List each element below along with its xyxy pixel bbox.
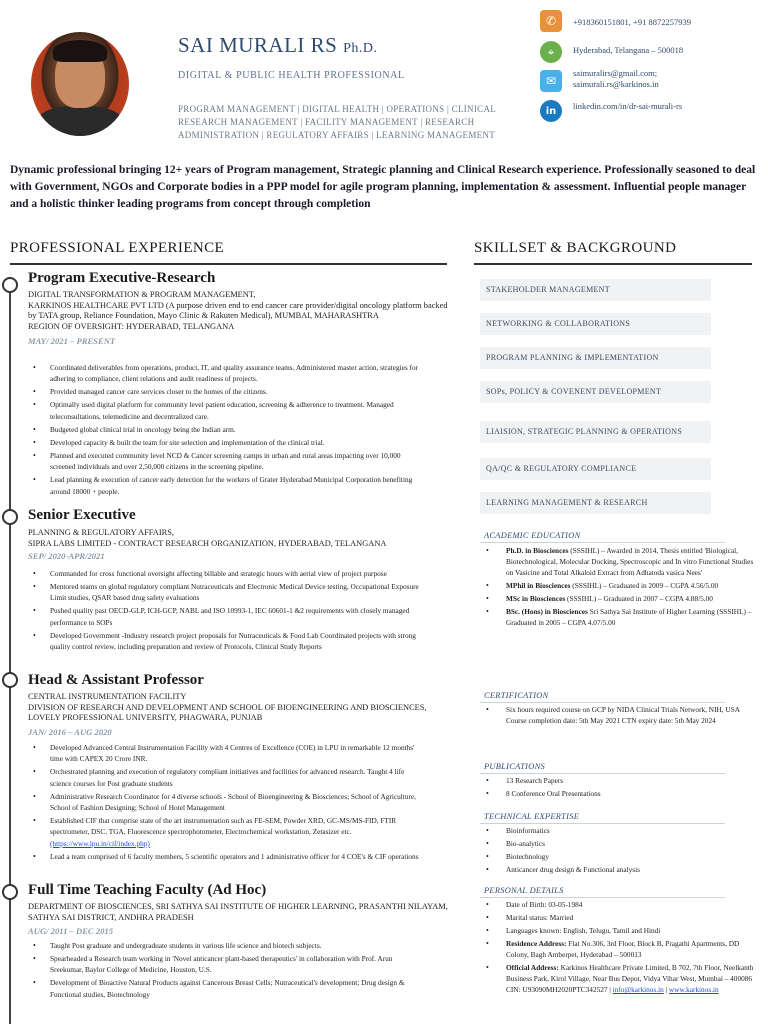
list-item: • Six hours required course on GCP by NIDA Clinical Trials Network, NIH, USA Course completion date: 5th May 2021 CTN expiry date: 5th May 2024 — [484, 704, 759, 726]
skills-divider — [474, 263, 752, 265]
linkedin-icon: in — [540, 100, 562, 122]
list-item: • Mentored teams on global regulatory compliant Nutraceuticals and Electronic Medical Device testing, Occupational Exposure Limit studies, QSAR based drug safety evaluations — [28, 581, 423, 604]
list-item: • Taught Post graduate and undergraduate students in various life science and biotech subjects. — [28, 940, 423, 951]
skill-item: LIAISION, STRATEGIC PLANNING & OPERATIONS — [480, 421, 717, 443]
list-item: • Developed Government -Industry research project proposals for Nutraceuticals & Food Lab Coordinated projects with strong quality control review, including preparation and review of Protocols, Clinical Study Reports — [28, 630, 423, 653]
list-item: • Development of Bioactive Natural Products against Cancerous Breast Cells; Nutraceutical's development; Drug design & Functional studies, Biotechnology — [28, 977, 423, 1000]
list-item: • Marital status: Married — [484, 912, 759, 923]
skill-item: SOPs, POLICY & COVENENT DEVELOPMENT — [480, 381, 717, 403]
list-item: • Developed capacity & built the team for site selection and implementation of the clinical trial. — [28, 437, 423, 448]
list-item: • Developed Advanced Central Instrumentation Facility with 4 Centres of Excellence (COE) in LPU in remarkable 12 months' time with CAPEX 20 Crore INR. — [28, 742, 423, 765]
list-item: • Provided managed cancer care services closer to the homes of the citizens. — [28, 386, 423, 397]
timeline-dot — [2, 277, 18, 293]
publications-list — [484, 775, 759, 801]
website-link[interactable]: www.karkinos.in — [668, 985, 719, 994]
list-item: • Administrative Research Coordinator for 4 diverse schools - School of Bioengineering & Biosciences; School of Agriculture, School of Fashion Designing; School of Hotel Management — [28, 791, 423, 814]
section-divider — [480, 702, 725, 703]
list-item: • Commanded for cross functional oversight affecting billable and strategic hours with aerial view of project purpose — [28, 568, 423, 579]
role-title: DIGITAL & PUBLIC HEALTH PROFESSIONAL — [178, 70, 405, 81]
list-item: • Anticancer drug design & Functional analysis — [484, 864, 759, 875]
map-pin-icon: ⌖ — [540, 41, 562, 63]
job-organization: PLANNING & REGULATORY AFFAIRS, SIPRA LABS LIMITED - CONTRACT RESEARCH ORGANIZATION, HYDERABAD, TELANGANA — [28, 528, 387, 548]
list-item: • MPhil in Biosciences (SSSIHL) – Graduated in 2009 – CGPA 4.56/5.00 — [484, 580, 759, 591]
skill-item: STAKEHOLDER MANAGEMENT — [480, 279, 717, 301]
section-divider — [480, 773, 725, 774]
list-item: • Pushed quality past OECD-GLP, ICH-GCP, NABL and ISO 10993-1, IEC 60601-1 &2 requirements with closely managed performance to SOPs — [28, 605, 423, 628]
skill-item: QA/QC & REGULATORY COMPLIANCE — [480, 458, 717, 480]
education-heading: ACADEMIC EDUCATION — [484, 531, 581, 540]
skill-item: NETWORKING & COLLABORATIONS — [480, 313, 717, 335]
job-bullets — [28, 568, 423, 654]
job-dates: JAN/ 2016 – AUG 2020 — [28, 727, 112, 737]
job-dates: MAY/ 2021 – PRESENT — [28, 336, 116, 346]
degree: Ph.D. — [343, 41, 378, 56]
list-item: • Coordinated deliverables from operations, product, IT, and quality assurance teams. Administered master action, strategies for adhering to compliance, client relations and audit readiness of projects. — [28, 362, 423, 385]
section-divider — [480, 897, 725, 898]
candidate-name: SAI MURALI RS Ph.D. — [178, 33, 378, 57]
cif-link[interactable]: (https://www.lpu.in/cif/index.php) — [50, 838, 150, 848]
timeline-dot — [2, 672, 18, 688]
email-secondary[interactable]: saimurali.rs@karkinos.in — [573, 79, 659, 89]
list-item: • Biotechnology — [484, 851, 759, 862]
list-item: • Orchestrated planning and execution of regulatory compliant initiatives and facilities for advanced research. Taught 4 life science courses for Post graduate students — [28, 766, 423, 789]
certification-list — [484, 704, 759, 728]
publications-heading: PUBLICATIONS — [484, 762, 545, 771]
list-item: • 13 Research Papers — [484, 775, 759, 786]
timeline-dot — [2, 884, 18, 900]
email-text — [573, 68, 753, 90]
phone-text: +918360151801, +91 8872257939 — [573, 17, 691, 27]
job-dates: AUG/ 2011 – DEC 2015 — [28, 926, 113, 936]
list-item: • 8 Conference Oral Presentations — [484, 788, 759, 799]
location-text: Hyderabad, Telangana – 500018 — [573, 45, 684, 55]
list-item: • Lead a team comprised of 6 faculty members, 5 scientific operators and 1 administrative officer for 4 COE's & CIF operations — [28, 851, 423, 862]
education-list — [484, 545, 759, 630]
email-primary[interactable]: saimuralirs@gmail.com; — [573, 68, 658, 78]
list-item: • Lead planning & execution of cancer early detection for the workers of Grater Hyderabad Municipal Corporation benefiting around 18000 + people. — [28, 474, 423, 497]
personal-list — [484, 899, 759, 997]
skills-heading: SKILLSET & BACKGROUND — [474, 240, 677, 256]
linkedin-link[interactable]: linkedin.com/in/dr-sai-murali-rs — [573, 101, 683, 111]
list-item: • Bioinformatics — [484, 825, 759, 836]
job-bullets — [28, 362, 423, 499]
expertise-list — [484, 825, 759, 877]
experience-timeline — [9, 282, 11, 1024]
job-organization: DIGITAL TRANSFORMATION & PROGRAM MANAGEMENT, KARKINOS HEALTHCARE PVT LTD (A purpose driven end to end cancer care provider/digital oncology platform backed by TATA group, Reliance Foundation, Mayo Clinic & Rakuten Medical), MUMBAI, MAHARASHTRA REGION OF OVERSIGHT: HYDERABAD, TELANGANA — [28, 290, 448, 331]
list-item: • Spearheaded a Research team working in 'Novel anticancer plant-based therapeutics' in collaboration with Prof. Arun Sreekumar, Baylor College of Medicine, Houston, U.S. — [28, 953, 423, 976]
envelope-icon: ✉ — [540, 70, 562, 92]
list-item: • Languages known: English, Telugu, Tamil and Hindi — [484, 925, 759, 936]
timeline-dot — [2, 509, 18, 525]
email-link[interactable]: info@karkinos.in — [612, 985, 664, 994]
list-item: • Date of Birth: 03-05-1984 — [484, 899, 759, 910]
list-item: • Established CIF that comprise state of the art instrumentation such as FE-SEM, Powder XRD, GC-MS/MS-FID, FTIR spectrometer, DSC, TGA, Fluorescence spectrophotometer, Electrochemical workstation, Zetasizer etc. (https://www.lpu.in/cif/index.php) — [28, 815, 423, 849]
personal-heading: PERSONAL DETAILS — [484, 886, 564, 895]
phone-icon: ✆ — [540, 10, 562, 32]
job-title: Program Executive-Research — [28, 270, 216, 286]
list-item: • Bio-analytics — [484, 838, 759, 849]
list-item: • Planned and executed community level NCD & Cancer screening camps in urban and rural areas impacting over 10,000 screened individuals and over 2,50,000 citizens in the screening pipeline. — [28, 450, 423, 473]
list-item: • Official Address: Karkinos Healthcare Private Limited, B 702, 7th Floor, Neelkanth Business Park, Kirol Village, Near Bus Depot, Vidya Vihar West, Mumbai – 400086 CIN: U93090MH2020PTC342527 | info@karkinos.in | www.karkinos.in — [484, 962, 759, 995]
profile-summary: Dynamic professional bringing 12+ years of Program management, Strategic planning and Clinical Research experience. Professionally seasoned to deal with Government, NGOs and Corporate bodies in a PPP model for agile program planning, implementation & assessment. Influential people manager and a holistic thinker leading programs from concept through completion — [10, 164, 756, 210]
section-divider — [480, 823, 725, 824]
list-item: • Optimally used digital platform for community level patient education, screening & adherence to treatment. Managed teleconsultations, telemedicine and decentralized care. — [28, 399, 423, 422]
job-organization: CENTRAL INSTRUMENTATION FACILITY DIVISION OF RESEARCH AND DEVELOPMENT AND SCHOOL OF BIOENGINEERING AND BIOSCIENCES, LOVELY PROFESSIONAL UNIVERSITY, PHAGWARA, PUNJAB — [28, 692, 427, 722]
certification-heading: CERTIFICATION — [484, 691, 549, 700]
job-title: Senior Executive — [28, 507, 136, 523]
focus-areas: PROGRAM MANAGEMENT | DIGITAL HEALTH | OPERATIONS | CLINICAL RESEARCH MANAGEMENT | FACILITY MANAGEMENT | RESEARCH ADMINISTRATION | REGULATORY AFFAIRS | LEARNING MANAGEMENT — [178, 104, 496, 140]
profile-photo — [31, 32, 129, 136]
list-item: • Budgeted global clinical trial in oncology being the Indian arm. — [28, 424, 423, 435]
list-item: • Residence Address: Flat No.306, 3rd Floor, Block B, Pragathi Apartments, DD Colony, Bagh Amberpet, Hyderabad – 500013 — [484, 938, 759, 960]
job-title: Head & Assistant Professor — [28, 672, 204, 688]
list-item: • Ph.D. in Biosciences (SSSIHL) – Awarded in 2014, Thesis entitled 'Biological, Biotechnological, Molecular Docking, Spectroscopic and In vitro Functional Studies on Vasicine and Total Alkaloid Extract from Adhatoda vasica Nees' — [484, 545, 759, 578]
skill-item: LEARNING MANAGEMENT & RESEARCH — [480, 492, 717, 514]
experience-divider — [10, 263, 447, 265]
expertise-heading: TECHNICAL EXPERTISE — [484, 812, 580, 821]
list-item: • MSc in Biosciences (SSSIHL) – Graduated in 2007 – CGPA 4.88/5.00 — [484, 593, 759, 604]
skill-item: PROGRAM PLANNING & IMPLEMENTATION — [480, 347, 717, 369]
section-divider — [480, 542, 725, 543]
job-organization: DEPARTMENT OF BIOSCIENCES, SRI SATHYA SAI INSTITUTE OF HIGHER LEARNING, PRASANTHI NILAYAM, SATHYA SAI DISTRICT, ANDHRA PRADESH — [28, 902, 448, 922]
experience-heading: PROFESSIONAL EXPERIENCE — [10, 240, 225, 256]
job-title: Full Time Teaching Faculty (Ad Hoc) — [28, 882, 267, 898]
job-bullets — [28, 940, 423, 1002]
list-item: • BSc. (Hons) in Biosciences Sri Sathya Sai Institute of Higher Learning (SSSIHL) – Graduated in 2005 – CGPA 4.07/5.00 — [484, 606, 759, 628]
job-dates: SEP/ 2020-APR/2021 — [28, 551, 105, 561]
job-bullets — [28, 742, 423, 864]
